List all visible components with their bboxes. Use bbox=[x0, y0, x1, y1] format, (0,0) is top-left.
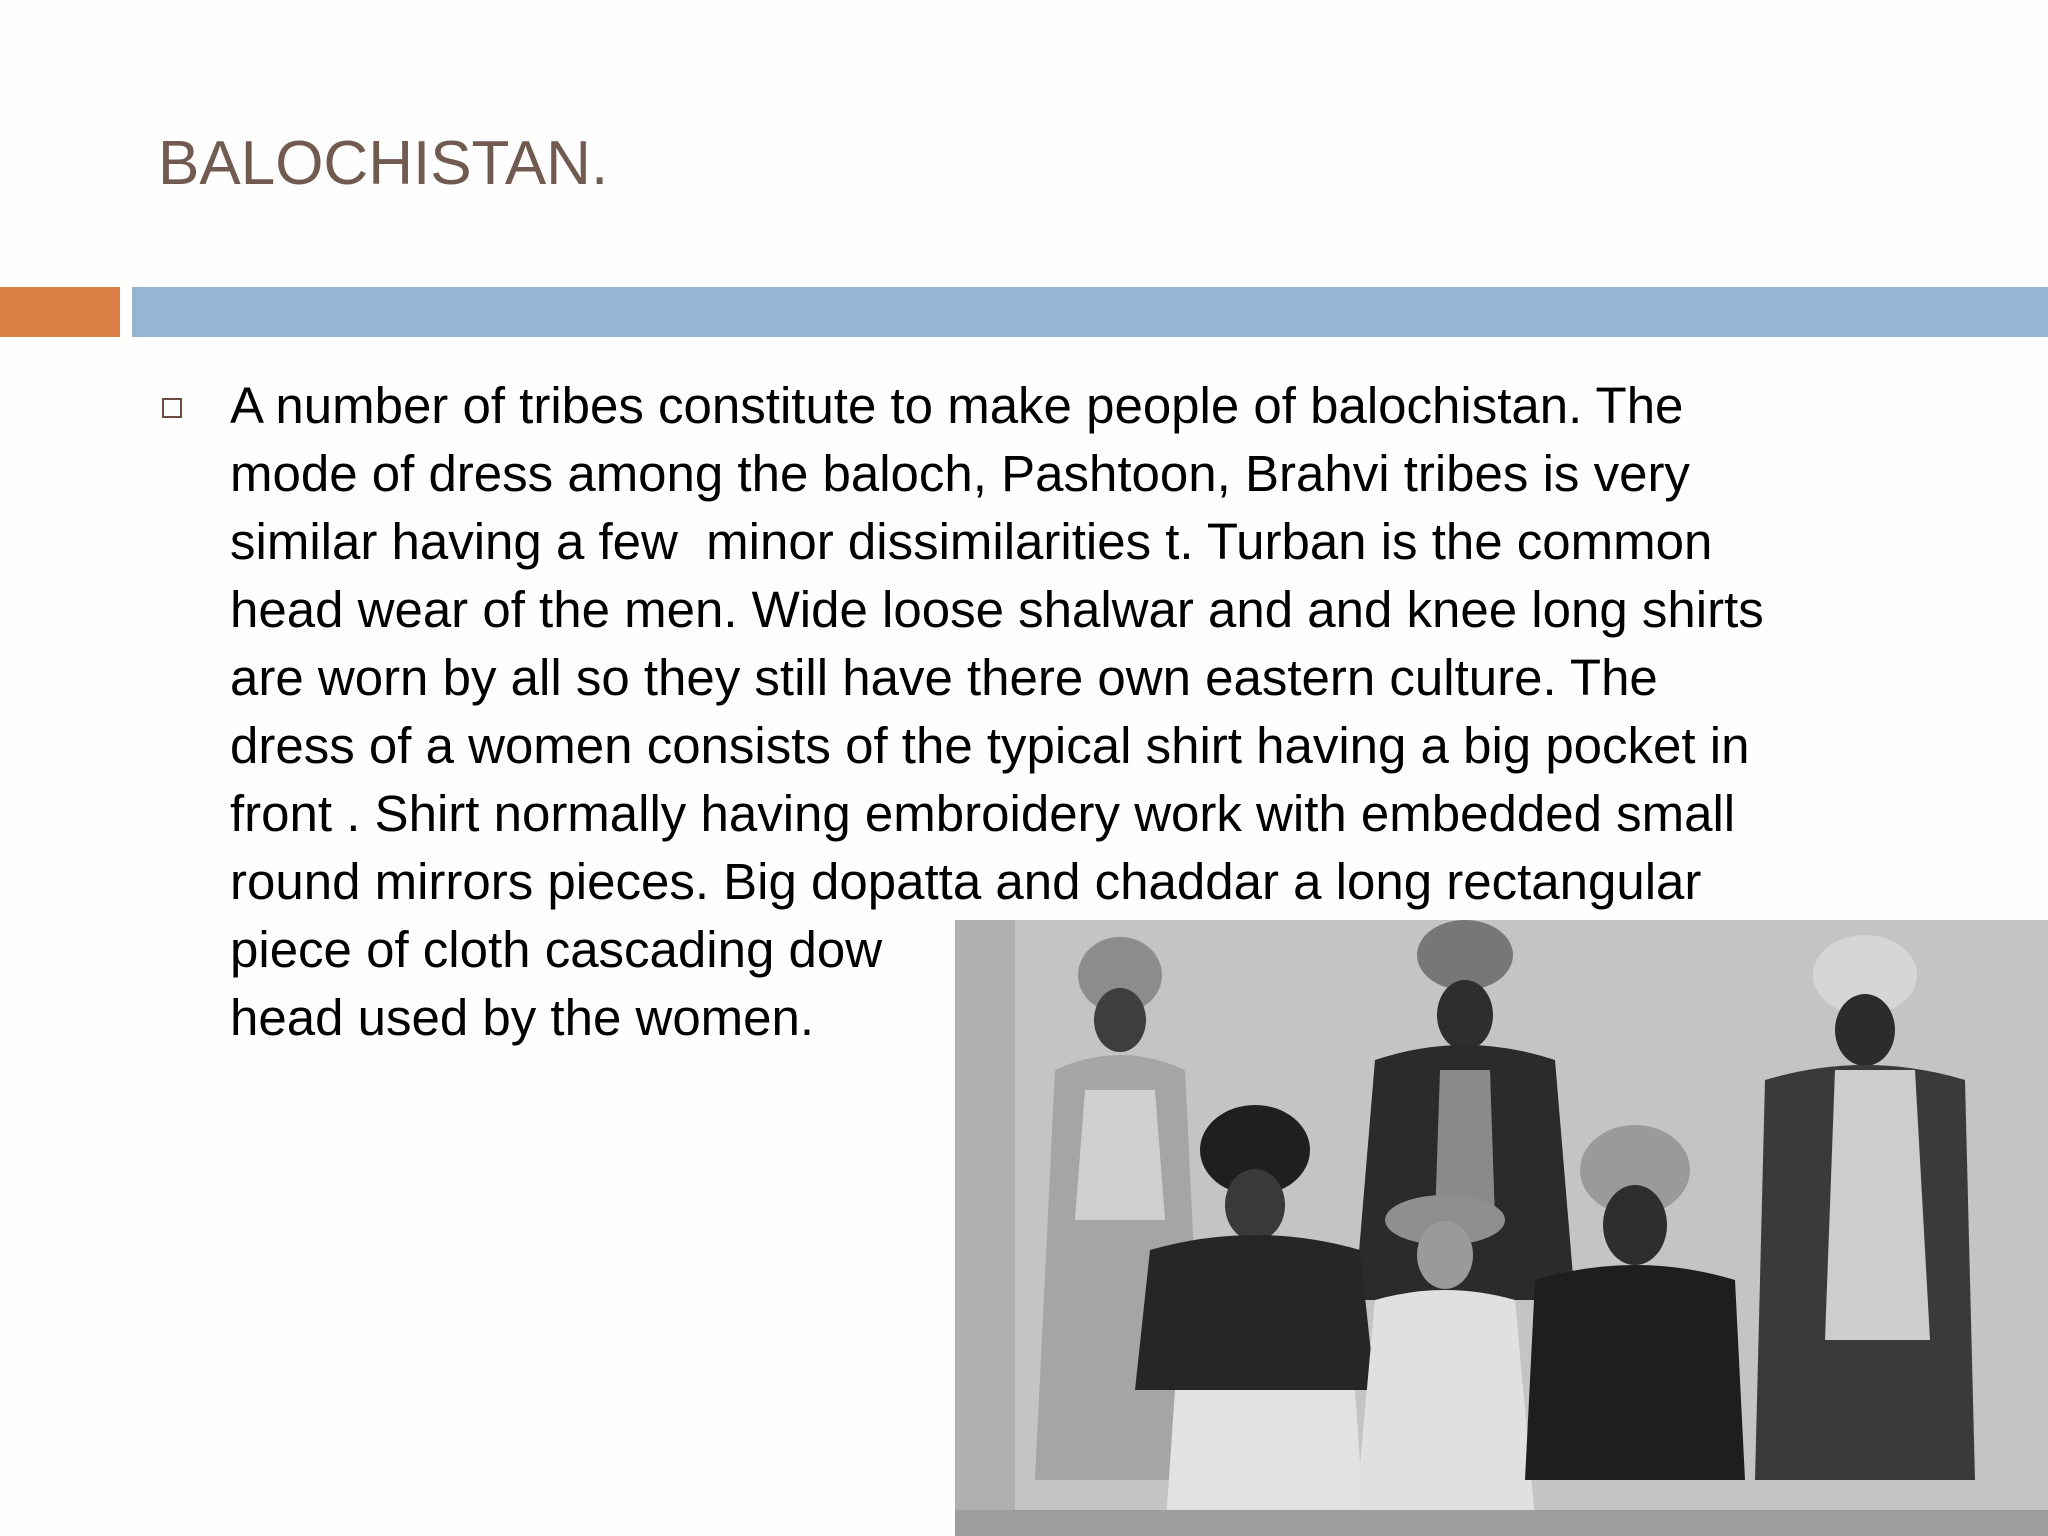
bullet-square-icon bbox=[162, 398, 182, 418]
bullet-text: A number of tribes constitute to make people of balochistan. The mode of dress among the baloch, Pashtoon, Brahvi tribes is very similar having a few minor dissimilarities t. Turban is the common head wear of the men. Wide loose shalwar and and knee long shirts are worn by all so they still have there own eastern culture. The dress of a women consists of the typical shirt having a big pocket in front . Shirt normally having embroidery work with embedded small round mirrors pieces. Big dopatta and chaddar a long rectangular piece of cloth cascading dow head used by the women. bbox=[230, 377, 1764, 1046]
group-photo-image bbox=[955, 920, 2048, 1536]
accent-bar-blue bbox=[132, 287, 2048, 337]
slide-title: BALOCHISTAN. bbox=[158, 129, 609, 198]
accent-bar-orange bbox=[0, 287, 120, 337]
